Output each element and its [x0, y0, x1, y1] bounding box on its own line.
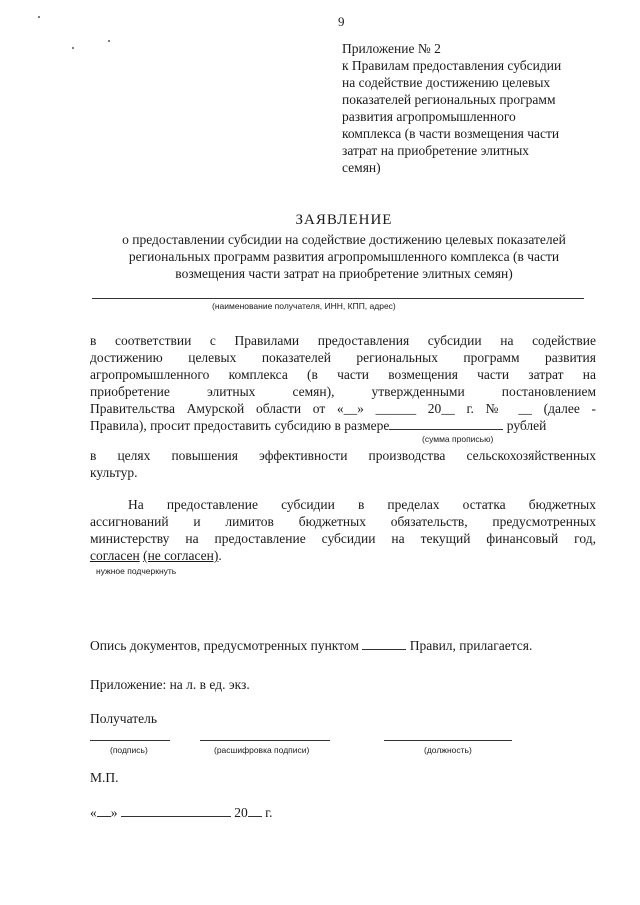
- appendix-line: развития агропромышленного: [342, 109, 516, 124]
- date-year: 20: [234, 805, 248, 820]
- date-day-blank: [97, 804, 111, 817]
- date-month-blank: [121, 804, 231, 817]
- consent-choice: [90, 547, 596, 564]
- body-text: рублей: [506, 418, 547, 433]
- body-line: достижению целевых показателей региональных программ развития: [90, 350, 596, 365]
- body-line: в соответствии с Правилами предоставления субсидии на содействие: [90, 333, 596, 348]
- appendix-line: комплекса (в части возмещения части: [342, 126, 560, 141]
- appendix-line: Приложение № 2: [342, 41, 441, 56]
- page-number: 9: [338, 14, 345, 29]
- period: .: [218, 548, 222, 563]
- inventory-blank: [362, 637, 406, 650]
- date-open-quote: «: [90, 805, 97, 820]
- recipient-caption: (наименование получателя, ИНН, КПП, адрес): [212, 301, 396, 311]
- body-line: в целях повышения эффективности производства сельскохозяйственных: [90, 448, 596, 463]
- scan-speck: [72, 47, 74, 49]
- inventory-text: Опись документов, предусмотренных пунктом: [90, 638, 359, 653]
- appendix-header: [342, 40, 604, 176]
- consent-line: На предоставление субсидии в пределах остатка бюджетных: [128, 497, 596, 512]
- recipient-label: Получатель: [90, 711, 158, 726]
- title-word: ЗАЯВЛЕНИЕ: [295, 212, 393, 228]
- recipient-line: [92, 298, 584, 299]
- body-text: Правила), просит предоставить субсидию в размере: [90, 418, 390, 433]
- inventory-line: [90, 637, 532, 654]
- title-line: о предоставлении субсидии на содействие достижению целевых показателей: [122, 232, 566, 247]
- stamp-label: М.П.: [90, 770, 119, 785]
- body-line-amount: [90, 417, 596, 434]
- body-line: Правительства Амурской области от «__» ______ 20__ г. № __ (далее -: [90, 401, 596, 416]
- scan-speck: [108, 40, 110, 42]
- decode-line: [200, 740, 330, 741]
- appendix-line: к Правилам предоставления субсидии: [342, 58, 562, 73]
- appendix-line: затрат на приобретение элитных: [342, 143, 530, 158]
- appendix-line: семян): [342, 160, 381, 175]
- title-line: возмещения части затрат на приобретение элитных семян): [175, 266, 513, 281]
- date-line: [90, 804, 273, 821]
- body-line: культур.: [90, 465, 138, 480]
- consent-paragraph: [90, 496, 596, 564]
- inventory-text: Правил, прилагается.: [409, 638, 533, 653]
- title-line: региональных программ развития агропромышленного комплекса (в части: [128, 249, 560, 264]
- underline-note: нужное подчеркнуть: [96, 566, 177, 576]
- document-title: [70, 212, 618, 282]
- signature-caption: (подпись): [110, 745, 148, 755]
- consent-line: министерству на предоставление субсидии на текущий финансовый год,: [90, 531, 596, 546]
- date-suffix: г.: [265, 805, 273, 820]
- scan-speck: [38, 16, 40, 18]
- decode-caption: (расшифровка подписи): [214, 745, 310, 755]
- appendix-line: показателей региональных программ: [342, 92, 556, 107]
- body-paragraph-end: [90, 447, 596, 481]
- body-line: агропромышленного комплекса (в части возмещения части затрат на: [90, 367, 596, 382]
- date-close-quote: »: [110, 805, 118, 820]
- amount-blank: [389, 417, 503, 430]
- agree-option: согласен: [90, 548, 140, 563]
- body-paragraph: [90, 332, 596, 434]
- consent-line: ассигнований и лимитов бюджетных обязательств, предусмотренных: [90, 514, 596, 529]
- signature-line: [90, 740, 170, 741]
- body-line: приобретение элитных семян), утвержденными постановлением: [90, 384, 596, 399]
- appendix-line: на содействие достижению целевых: [342, 75, 551, 90]
- date-year-blank: [248, 804, 262, 817]
- attachment-line: Приложение: на л. в ед. экз.: [90, 677, 250, 692]
- amount-caption: (сумма прописью): [422, 434, 494, 444]
- position-caption: (должность): [424, 745, 472, 755]
- disagree-option: (не согласен): [143, 548, 219, 563]
- position-line: [384, 740, 512, 741]
